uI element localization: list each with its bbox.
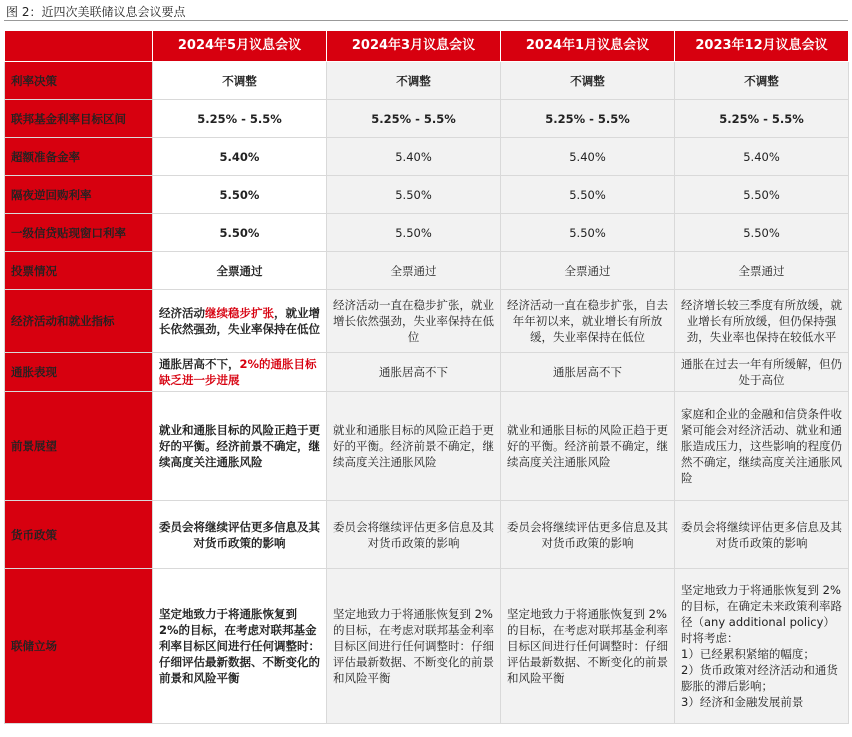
cell-text: 通胀居高不下， <box>159 357 240 371</box>
table-row <box>5 100 849 138</box>
row-label: 利率决策 <box>5 62 153 100</box>
table-row <box>5 176 849 214</box>
stance-line: 1）已经累积紧缩的幅度； <box>681 647 815 661</box>
table-cell: 就业和通胀目标的风险正趋于更好的平衡。经济前景不确定，继续高度关注通胀风险 <box>501 392 675 501</box>
table-cell: 通胀在过去一年有所缓解，但仍处于高位 <box>675 353 849 392</box>
caption-divider <box>4 20 848 21</box>
highlight-text: 2%的通胀目标缺乏进一步进展 <box>159 357 317 387</box>
column-header: 2024年1月议息会议 <box>501 31 675 62</box>
header-row <box>5 31 849 62</box>
table-cell: 就业和通胀目标的风险正趋于更好的平衡。经济前景不确定，继续高度关注通胀风险 <box>327 392 501 501</box>
table-cell: 全票通过 <box>675 252 849 290</box>
row-label: 经济活动和就业指标 <box>5 290 153 353</box>
table-cell: 5.40% <box>327 138 501 176</box>
row-label: 一级信贷贴现窗口利率 <box>5 214 153 252</box>
table-row <box>5 62 849 100</box>
table-cell: 5.40% <box>153 138 327 176</box>
table-cell: 家庭和企业的金融和信贷条件收紧可能会对经济活动、就业和通胀造成压力，这些影响的程度仍然不确定，继续高度关注通胀风险 <box>675 392 849 501</box>
table-cell: 不调整 <box>501 62 675 100</box>
table-cell: 委员会将继续评估更多信息及其对货币政策的影响 <box>675 501 849 569</box>
row-label: 投票情况 <box>5 252 153 290</box>
table-row <box>5 569 849 724</box>
stance-line: 3）经济和金融发展前景 <box>681 695 804 709</box>
table-cell: 通胀居高不下 <box>327 353 501 392</box>
table-cell: 5.25% - 5.5% <box>153 100 327 138</box>
table-cell: 5.40% <box>501 138 675 176</box>
table-cell: 全票通过 <box>153 252 327 290</box>
row-label: 通胀表现 <box>5 353 153 392</box>
table-cell: 委员会将继续评估更多信息及其对货币政策的影响 <box>327 501 501 569</box>
table-cell: 经济活动一直在稳步扩张，就业增长依然强劲，失业率保持在低位 <box>327 290 501 353</box>
row-label: 货币政策 <box>5 501 153 569</box>
table-cell: 不调整 <box>153 62 327 100</box>
table-cell: 5.25% - 5.5% <box>675 100 849 138</box>
fomc-meeting-table <box>4 30 849 724</box>
table-row <box>5 252 849 290</box>
stance-line: 2）货币政策对经济活动和通货膨胀的滞后影响； <box>681 663 838 693</box>
table-cell: 5.40% <box>675 138 849 176</box>
table-cell: 坚定地致力于将通胀恢复到 2%的目标，在考虑对联邦基金利率目标区间进行任何调整时：仔细评估最新数据、不断变化的前景和风险平衡 <box>327 569 501 724</box>
column-header: 2024年5月议息会议 <box>153 31 327 62</box>
table-cell: 坚定地致力于将通胀恢复到 2%的目标，在考虑对联邦基金利率目标区间进行任何调整时：仔细评估最新数据、不断变化的前景和风险平衡 <box>153 569 327 724</box>
row-label: 隔夜逆回购利率 <box>5 176 153 214</box>
table-cell: 5.50% <box>501 176 675 214</box>
table-cell: 5.50% <box>327 176 501 214</box>
column-header: 2024年3月议息会议 <box>327 31 501 62</box>
table-cell: 5.50% <box>675 214 849 252</box>
table-cell: 就业和通胀目标的风险正趋于更好的平衡。经济前景不确定，继续高度关注通胀风险 <box>153 392 327 501</box>
table-cell: 5.50% <box>675 176 849 214</box>
row-label: 前景展望 <box>5 392 153 501</box>
table-cell: 5.50% <box>153 214 327 252</box>
table-row <box>5 353 849 392</box>
row-label: 超额准备金率 <box>5 138 153 176</box>
table-cell <box>153 290 327 353</box>
table-cell: 通胀居高不下 <box>501 353 675 392</box>
table-row <box>5 290 849 353</box>
table-row <box>5 392 849 501</box>
header-corner <box>5 31 153 62</box>
table-cell: 坚定地致力于将通胀恢复到 2%的目标，在考虑对联邦基金利率目标区间进行任何调整时：仔细评估最新数据、不断变化的前景和风险平衡 <box>501 569 675 724</box>
table-cell: 5.25% - 5.5% <box>501 100 675 138</box>
table-row <box>5 214 849 252</box>
row-label: 联储立场 <box>5 569 153 724</box>
table-cell: 全票通过 <box>327 252 501 290</box>
table-cell: 5.50% <box>501 214 675 252</box>
cell-text: ，就业增长依然强劲，失业率保持在低位 <box>159 306 320 336</box>
table-cell: 经济增长较三季度有所放缓，就业增长有所放缓，但仍保持强劲，失业率也保持在较低水平 <box>675 290 849 353</box>
column-header: 2023年12月议息会议 <box>675 31 849 62</box>
table-cell: 经济活动一直在稳步扩张，自去年年初以来，就业增长有所放缓，失业率保持在低位 <box>501 290 675 353</box>
table-cell: 不调整 <box>675 62 849 100</box>
table-row <box>5 138 849 176</box>
table-cell: 委员会将继续评估更多信息及其对货币政策的影响 <box>153 501 327 569</box>
table-cell: 5.50% <box>327 214 501 252</box>
stance-line: 坚定地致力于将通胀恢复到 2%的目标，在确定未来政策利率路径（any additional policy）时将考虑： <box>681 583 842 645</box>
cell-text: 经济活动 <box>159 306 205 320</box>
table-cell: 5.50% <box>153 176 327 214</box>
table-cell <box>675 569 849 724</box>
table-row <box>5 501 849 569</box>
table-cell: 全票通过 <box>501 252 675 290</box>
table-cell: 5.25% - 5.5% <box>327 100 501 138</box>
row-label: 联邦基金利率目标区间 <box>5 100 153 138</box>
table-cell: 不调整 <box>327 62 501 100</box>
table-cell <box>153 353 327 392</box>
figure-caption: 图 2：近四次美联储议息会议要点 <box>6 5 186 19</box>
highlight-text: 继续稳步扩张 <box>205 306 274 320</box>
table-cell: 委员会将继续评估更多信息及其对货币政策的影响 <box>501 501 675 569</box>
